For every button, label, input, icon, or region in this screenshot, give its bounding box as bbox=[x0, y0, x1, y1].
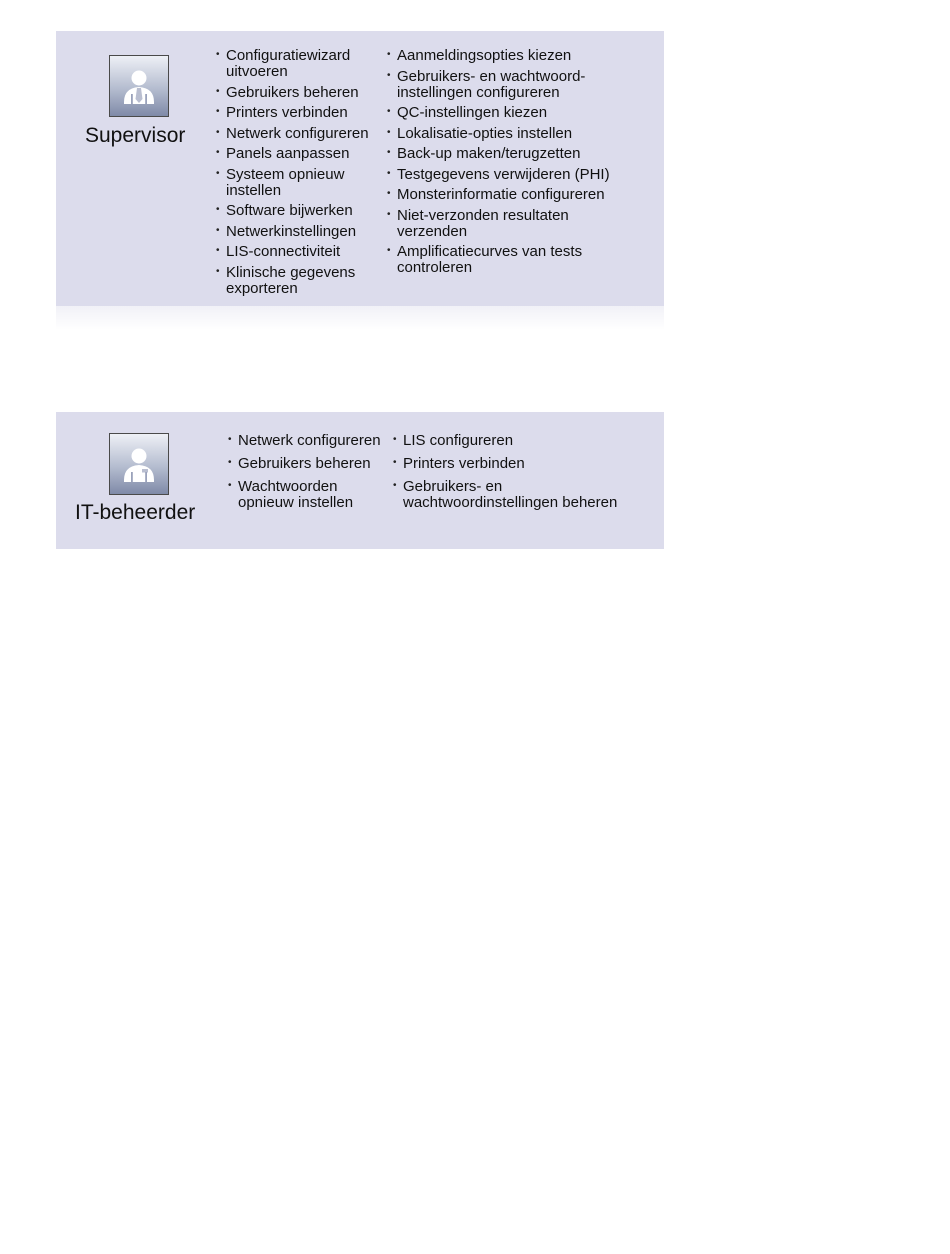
list-item: • Systeem opnieuw instellen bbox=[216, 167, 381, 199]
list-item: • Monsterinformatie configureren bbox=[387, 187, 637, 203]
list-item: • Gebruikers- en wachtwoordinstellingen beheren bbox=[393, 479, 638, 511]
list-item: • Software bijwerken bbox=[216, 203, 381, 219]
list-item: • Klinische gegevens exporteren bbox=[216, 265, 381, 297]
list-item: • Amplificatiecurves van tests controleren bbox=[387, 244, 637, 276]
list-item: • Wachtwoorden opnieuw instellen bbox=[228, 479, 393, 511]
list-item: • Niet-verzonden resultaten verzenden bbox=[387, 208, 637, 240]
list-item: • Netwerk configureren bbox=[228, 433, 393, 449]
list-item: • Netwerkinstellingen bbox=[216, 224, 381, 240]
list-item: • Lokalisatie-opties instellen bbox=[387, 126, 637, 142]
it-admin-permissions-left bbox=[228, 433, 393, 518]
supervisor-label: Supervisor bbox=[85, 124, 186, 147]
list-item: • Panels aanpassen bbox=[216, 146, 381, 162]
list-item: • Gebruikers beheren bbox=[216, 85, 381, 101]
list-item: • Printers verbinden bbox=[216, 105, 381, 121]
panel-shadow bbox=[56, 306, 664, 330]
list-item: • Back-up maken/terugzetten bbox=[387, 146, 637, 162]
supervisor-permissions-right bbox=[387, 48, 637, 281]
list-item: • LIS configureren bbox=[393, 433, 638, 449]
it-admin-label: IT-beheerder bbox=[75, 501, 196, 524]
list-item: • Testgegevens verwijderen (PHI) bbox=[387, 167, 637, 183]
list-item: • QC-instellingen kiezen bbox=[387, 105, 637, 121]
it-admin-permissions-right bbox=[393, 433, 638, 518]
supervisor-permissions-left bbox=[216, 48, 381, 301]
list-item: • Configuratiewizard uitvoeren bbox=[216, 48, 381, 80]
user-with-badge-icon bbox=[109, 433, 169, 495]
list-item: • Gebruikers beheren bbox=[228, 456, 393, 472]
user-with-tie-icon bbox=[109, 55, 169, 117]
list-item: • Printers verbinden bbox=[393, 456, 638, 472]
list-item: • Netwerk configureren bbox=[216, 126, 381, 142]
list-item: • Aanmeldingsopties kiezen bbox=[387, 48, 637, 64]
list-item: • Gebruikers- en wachtwoord-instellingen configureren bbox=[387, 69, 637, 101]
list-item: • LIS-connectiviteit bbox=[216, 244, 381, 260]
